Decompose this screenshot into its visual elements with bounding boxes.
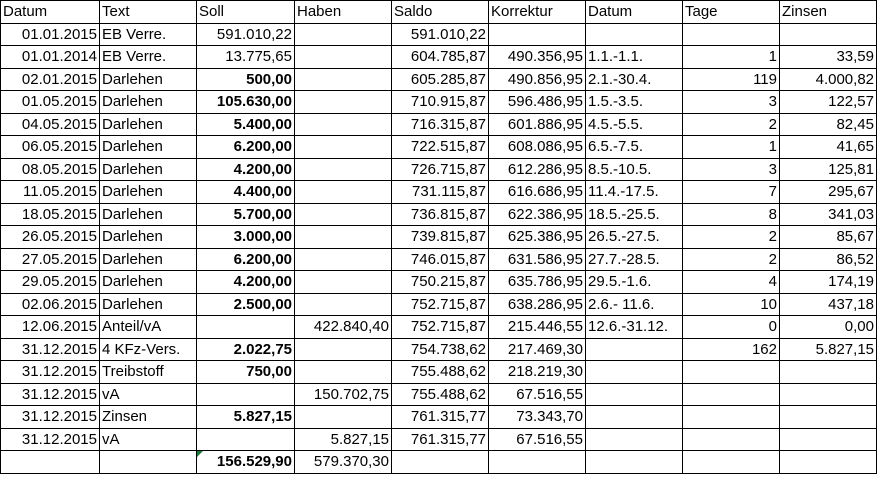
cell-saldo[interactable]: 736.815,87 bbox=[392, 203, 489, 226]
cell-empty[interactable] bbox=[100, 451, 197, 474]
cell-zeitraum[interactable] bbox=[586, 23, 683, 46]
cell-zeitraum[interactable]: 2.6.- 11.6. bbox=[586, 293, 683, 316]
cell-zeitraum[interactable] bbox=[586, 338, 683, 361]
cell-zeitraum[interactable]: 12.6.-31.12. bbox=[586, 316, 683, 339]
table-row bbox=[1, 293, 877, 316]
cell-zinsen[interactable] bbox=[780, 23, 877, 46]
table-row bbox=[1, 91, 877, 114]
cell-saldo[interactable]: 731.115,87 bbox=[392, 181, 489, 204]
cell-tage[interactable]: 1 bbox=[683, 46, 780, 69]
cell-tage[interactable] bbox=[683, 428, 780, 451]
cell-zinsen[interactable] bbox=[780, 361, 877, 384]
cell-zinsen[interactable]: 437,18 bbox=[780, 293, 877, 316]
cell-datum[interactable]: 01.05.2015 bbox=[1, 91, 100, 114]
cell-text[interactable]: Darlehen bbox=[100, 136, 197, 159]
table-row bbox=[1, 203, 877, 226]
cell-haben[interactable] bbox=[295, 203, 392, 226]
total-soll-cell[interactable]: 156.529,90 bbox=[197, 451, 295, 474]
cell-soll[interactable] bbox=[197, 428, 295, 451]
cell-korrektur[interactable]: 67.516,55 bbox=[489, 428, 586, 451]
cell-haben[interactable] bbox=[295, 23, 392, 46]
cell-datum[interactable]: 31.12.2015 bbox=[1, 406, 100, 429]
cell-saldo[interactable]: 605.285,87 bbox=[392, 68, 489, 91]
cell-korrektur[interactable]: 217.469,30 bbox=[489, 338, 586, 361]
cell-haben[interactable] bbox=[295, 271, 392, 294]
cell-soll[interactable]: 6.200,00 bbox=[197, 248, 295, 271]
cell-text[interactable]: vA bbox=[100, 428, 197, 451]
cell-soll[interactable]: 4.200,00 bbox=[197, 158, 295, 181]
cell-korrektur[interactable]: 218.219,30 bbox=[489, 361, 586, 384]
cell-datum[interactable]: 29.05.2015 bbox=[1, 271, 100, 294]
cell-datum[interactable]: 31.12.2015 bbox=[1, 428, 100, 451]
table-row bbox=[1, 383, 877, 406]
cell-empty[interactable] bbox=[586, 451, 683, 474]
cell-haben[interactable] bbox=[295, 91, 392, 114]
cell-text[interactable]: Treibstoff bbox=[100, 361, 197, 384]
cell-saldo[interactable]: 716.315,87 bbox=[392, 113, 489, 136]
cell-haben[interactable] bbox=[295, 46, 392, 69]
cell-tage[interactable] bbox=[683, 361, 780, 384]
header-cell-zinsen[interactable]: Zinsen bbox=[780, 1, 877, 24]
header-cell-datum[interactable]: Datum bbox=[1, 1, 100, 24]
cell-zinsen[interactable]: 85,67 bbox=[780, 226, 877, 249]
cell-tage[interactable]: 3 bbox=[683, 91, 780, 114]
cell-haben[interactable] bbox=[295, 68, 392, 91]
cell-zinsen[interactable] bbox=[780, 428, 877, 451]
cell-zeitraum[interactable]: 1.5.-3.5. bbox=[586, 91, 683, 114]
cell-saldo[interactable]: 604.785,87 bbox=[392, 46, 489, 69]
cell-zeitraum[interactable] bbox=[586, 361, 683, 384]
header-cell-haben[interactable]: Haben bbox=[295, 1, 392, 24]
header-cell-saldo[interactable]: Saldo bbox=[392, 1, 489, 24]
cell-zinsen[interactable]: 174,19 bbox=[780, 271, 877, 294]
cell-zinsen[interactable]: 122,57 bbox=[780, 91, 877, 114]
cell-tage[interactable]: 7 bbox=[683, 181, 780, 204]
cell-empty[interactable] bbox=[1, 451, 100, 474]
cell-tage[interactable]: 2 bbox=[683, 226, 780, 249]
cell-soll[interactable]: 13.775,65 bbox=[197, 46, 295, 69]
cell-soll[interactable]: 750,00 bbox=[197, 361, 295, 384]
cell-soll[interactable]: 5.827,15 bbox=[197, 406, 295, 429]
cell-saldo[interactable]: 591.010,22 bbox=[392, 23, 489, 46]
cell-tage[interactable] bbox=[683, 406, 780, 429]
cell-text[interactable]: Darlehen bbox=[100, 226, 197, 249]
cell-haben[interactable]: 150.702,75 bbox=[295, 383, 392, 406]
cell-korrektur[interactable]: 596.486,95 bbox=[489, 91, 586, 114]
cell-tage[interactable]: 10 bbox=[683, 293, 780, 316]
cell-haben[interactable] bbox=[295, 406, 392, 429]
cell-zinsen[interactable] bbox=[780, 383, 877, 406]
cell-text[interactable]: Darlehen bbox=[100, 158, 197, 181]
header-cell-zeitraum[interactable]: Datum bbox=[586, 1, 683, 24]
cell-datum[interactable]: 27.05.2015 bbox=[1, 248, 100, 271]
cell-soll[interactable]: 4.200,00 bbox=[197, 271, 295, 294]
cell-haben[interactable] bbox=[295, 226, 392, 249]
cell-zeitraum[interactable] bbox=[586, 406, 683, 429]
cell-datum[interactable]: 31.12.2015 bbox=[1, 338, 100, 361]
cell-saldo[interactable]: 761.315,77 bbox=[392, 406, 489, 429]
cell-soll[interactable]: 2.022,75 bbox=[197, 338, 295, 361]
cell-text[interactable]: EB Verre. bbox=[100, 46, 197, 69]
cell-tage[interactable]: 2 bbox=[683, 248, 780, 271]
cell-text[interactable]: EB Verre. bbox=[100, 23, 197, 46]
table-row bbox=[1, 136, 877, 159]
cell-empty[interactable] bbox=[780, 451, 877, 474]
table-row bbox=[1, 406, 877, 429]
cell-soll[interactable]: 500,00 bbox=[197, 68, 295, 91]
cell-saldo[interactable]: 761.315,77 bbox=[392, 428, 489, 451]
table-row bbox=[1, 68, 877, 91]
table-row bbox=[1, 158, 877, 181]
cell-soll[interactable]: 5.700,00 bbox=[197, 203, 295, 226]
cell-datum[interactable]: 02.01.2015 bbox=[1, 68, 100, 91]
cell-datum[interactable]: 26.05.2015 bbox=[1, 226, 100, 249]
cell-zinsen[interactable]: 5.827,15 bbox=[780, 338, 877, 361]
cell-saldo[interactable]: 746.015,87 bbox=[392, 248, 489, 271]
cell-zeitraum[interactable]: 26.5.-27.5. bbox=[586, 226, 683, 249]
cell-soll[interactable]: 6.200,00 bbox=[197, 136, 295, 159]
cell-text[interactable]: Zinsen bbox=[100, 406, 197, 429]
cell-datum[interactable]: 31.12.2015 bbox=[1, 383, 100, 406]
cell-datum[interactable]: 02.06.2015 bbox=[1, 293, 100, 316]
cell-soll[interactable]: 4.400,00 bbox=[197, 181, 295, 204]
cell-empty[interactable] bbox=[392, 451, 489, 474]
cell-haben[interactable] bbox=[295, 113, 392, 136]
cell-saldo[interactable]: 750.215,87 bbox=[392, 271, 489, 294]
table-row bbox=[1, 428, 877, 451]
cell-saldo[interactable]: 754.738,62 bbox=[392, 338, 489, 361]
cell-haben[interactable] bbox=[295, 136, 392, 159]
cell-korrektur[interactable] bbox=[489, 23, 586, 46]
table-row bbox=[1, 113, 877, 136]
table-row bbox=[1, 181, 877, 204]
cell-datum[interactable]: 31.12.2015 bbox=[1, 361, 100, 384]
cell-korrektur[interactable]: 631.586,95 bbox=[489, 248, 586, 271]
cell-zeitraum[interactable]: 29.5.-1.6. bbox=[586, 271, 683, 294]
cell-haben[interactable] bbox=[295, 158, 392, 181]
cell-soll[interactable] bbox=[197, 316, 295, 339]
cell-soll[interactable]: 3.000,00 bbox=[197, 226, 295, 249]
cell-zinsen[interactable]: 41,65 bbox=[780, 136, 877, 159]
cell-zeitraum[interactable]: 2.1.-30.4. bbox=[586, 68, 683, 91]
cell-text[interactable]: 4 KFz-Vers. bbox=[100, 338, 197, 361]
cell-tage[interactable]: 162 bbox=[683, 338, 780, 361]
cell-korrektur[interactable]: 638.286,95 bbox=[489, 293, 586, 316]
cell-text[interactable]: Darlehen bbox=[100, 293, 197, 316]
cell-zinsen[interactable]: 33,59 bbox=[780, 46, 877, 69]
cell-zinsen[interactable]: 0,00 bbox=[780, 316, 877, 339]
cell-text[interactable]: Darlehen bbox=[100, 248, 197, 271]
cell-tage[interactable] bbox=[683, 23, 780, 46]
cell-tage[interactable]: 3 bbox=[683, 158, 780, 181]
cell-korrektur[interactable]: 215.446,55 bbox=[489, 316, 586, 339]
cell-zeitraum[interactable]: 8.5.-10.5. bbox=[586, 158, 683, 181]
cell-haben[interactable]: 5.827,15 bbox=[295, 428, 392, 451]
cell-korrektur[interactable]: 608.086,95 bbox=[489, 136, 586, 159]
cell-empty[interactable] bbox=[683, 451, 780, 474]
cell-korrektur[interactable]: 622.386,95 bbox=[489, 203, 586, 226]
cell-tage[interactable]: 4 bbox=[683, 271, 780, 294]
cell-soll[interactable]: 5.400,00 bbox=[197, 113, 295, 136]
cell-text[interactable]: Darlehen bbox=[100, 68, 197, 91]
cell-zeitraum[interactable] bbox=[586, 428, 683, 451]
cell-zinsen[interactable]: 125,81 bbox=[780, 158, 877, 181]
cell-korrektur[interactable]: 73.343,70 bbox=[489, 406, 586, 429]
cell-saldo[interactable]: 726.715,87 bbox=[392, 158, 489, 181]
totals-row bbox=[1, 451, 877, 474]
cell-datum[interactable]: 18.05.2015 bbox=[1, 203, 100, 226]
total-haben-cell[interactable]: 579.370,30 bbox=[295, 451, 392, 474]
header-cell-korrektur[interactable]: Korrektur bbox=[489, 1, 586, 24]
header-cell-soll[interactable]: Soll bbox=[197, 1, 295, 24]
cell-korrektur[interactable]: 616.686,95 bbox=[489, 181, 586, 204]
cell-haben[interactable]: 422.840,40 bbox=[295, 316, 392, 339]
cell-datum[interactable]: 08.05.2015 bbox=[1, 158, 100, 181]
cell-soll[interactable]: 105.630,00 bbox=[197, 91, 295, 114]
cell-saldo[interactable]: 752.715,87 bbox=[392, 293, 489, 316]
cell-tage[interactable] bbox=[683, 383, 780, 406]
cell-zeitraum[interactable]: 11.4.-17.5. bbox=[586, 181, 683, 204]
cell-saldo[interactable]: 739.815,87 bbox=[392, 226, 489, 249]
cell-tage[interactable]: 119 bbox=[683, 68, 780, 91]
cell-text[interactable]: Darlehen bbox=[100, 271, 197, 294]
cell-zeitraum[interactable]: 18.5.-25.5. bbox=[586, 203, 683, 226]
cell-saldo[interactable]: 752.715,87 bbox=[392, 316, 489, 339]
cell-text[interactable]: Darlehen bbox=[100, 113, 197, 136]
cell-zinsen[interactable] bbox=[780, 406, 877, 429]
cell-tage[interactable]: 1 bbox=[683, 136, 780, 159]
cell-saldo[interactable]: 710.915,87 bbox=[392, 91, 489, 114]
cell-korrektur[interactable]: 625.386,95 bbox=[489, 226, 586, 249]
cell-tage[interactable]: 8 bbox=[683, 203, 780, 226]
table-row bbox=[1, 23, 877, 46]
table-row bbox=[1, 361, 877, 384]
cell-datum[interactable]: 12.06.2015 bbox=[1, 316, 100, 339]
cell-saldo[interactable]: 722.515,87 bbox=[392, 136, 489, 159]
cell-datum[interactable]: 01.01.2014 bbox=[1, 46, 100, 69]
header-row bbox=[1, 1, 877, 24]
cell-zinsen[interactable]: 341,03 bbox=[780, 203, 877, 226]
table-row bbox=[1, 248, 877, 271]
cell-haben[interactable] bbox=[295, 293, 392, 316]
cell-zinsen[interactable]: 4.000,82 bbox=[780, 68, 877, 91]
cell-korrektur[interactable]: 612.286,95 bbox=[489, 158, 586, 181]
cell-zinsen[interactable]: 86,52 bbox=[780, 248, 877, 271]
cell-korrektur[interactable]: 490.856,95 bbox=[489, 68, 586, 91]
cell-zeitraum[interactable] bbox=[586, 383, 683, 406]
cell-haben[interactable] bbox=[295, 338, 392, 361]
table-row bbox=[1, 226, 877, 249]
table-row bbox=[1, 46, 877, 69]
cell-zeitraum[interactable]: 27.7.-28.5. bbox=[586, 248, 683, 271]
cell-datum[interactable]: 01.01.2015 bbox=[1, 23, 100, 46]
cell-korrektur[interactable]: 67.516,55 bbox=[489, 383, 586, 406]
cell-zinsen[interactable]: 295,67 bbox=[780, 181, 877, 204]
cell-text[interactable]: Anteil/vA bbox=[100, 316, 197, 339]
cell-text[interactable]: Darlehen bbox=[100, 91, 197, 114]
cell-empty[interactable] bbox=[489, 451, 586, 474]
cell-soll[interactable]: 2.500,00 bbox=[197, 293, 295, 316]
cell-text[interactable]: Darlehen bbox=[100, 203, 197, 226]
cell-korrektur[interactable]: 490.356,95 bbox=[489, 46, 586, 69]
cell-soll[interactable] bbox=[197, 383, 295, 406]
cell-zeitraum[interactable]: 6.5.-7.5. bbox=[586, 136, 683, 159]
cell-zinsen[interactable]: 82,45 bbox=[780, 113, 877, 136]
cell-tage[interactable]: 0 bbox=[683, 316, 780, 339]
cell-datum[interactable]: 04.05.2015 bbox=[1, 113, 100, 136]
header-cell-text[interactable]: Text bbox=[100, 1, 197, 24]
cell-tage[interactable]: 2 bbox=[683, 113, 780, 136]
table-row bbox=[1, 271, 877, 294]
cell-zeitraum[interactable]: 1.1.-1.1. bbox=[586, 46, 683, 69]
cell-soll[interactable]: 591.010,22 bbox=[197, 23, 295, 46]
cell-korrektur[interactable]: 635.786,95 bbox=[489, 271, 586, 294]
cell-text[interactable]: vA bbox=[100, 383, 197, 406]
header-cell-tage[interactable]: Tage bbox=[683, 1, 780, 24]
cell-haben[interactable] bbox=[295, 181, 392, 204]
cell-text[interactable]: Darlehen bbox=[100, 181, 197, 204]
cell-korrektur[interactable]: 601.886,95 bbox=[489, 113, 586, 136]
cell-datum[interactable]: 06.05.2015 bbox=[1, 136, 100, 159]
table-row bbox=[1, 338, 877, 361]
cell-saldo[interactable]: 755.488,62 bbox=[392, 383, 489, 406]
table-row bbox=[1, 316, 877, 339]
cell-haben[interactable] bbox=[295, 361, 392, 384]
cell-saldo[interactable]: 755.488,62 bbox=[392, 361, 489, 384]
cell-zeitraum[interactable]: 4.5.-5.5. bbox=[586, 113, 683, 136]
cell-datum[interactable]: 11.05.2015 bbox=[1, 181, 100, 204]
cell-haben[interactable] bbox=[295, 248, 392, 271]
